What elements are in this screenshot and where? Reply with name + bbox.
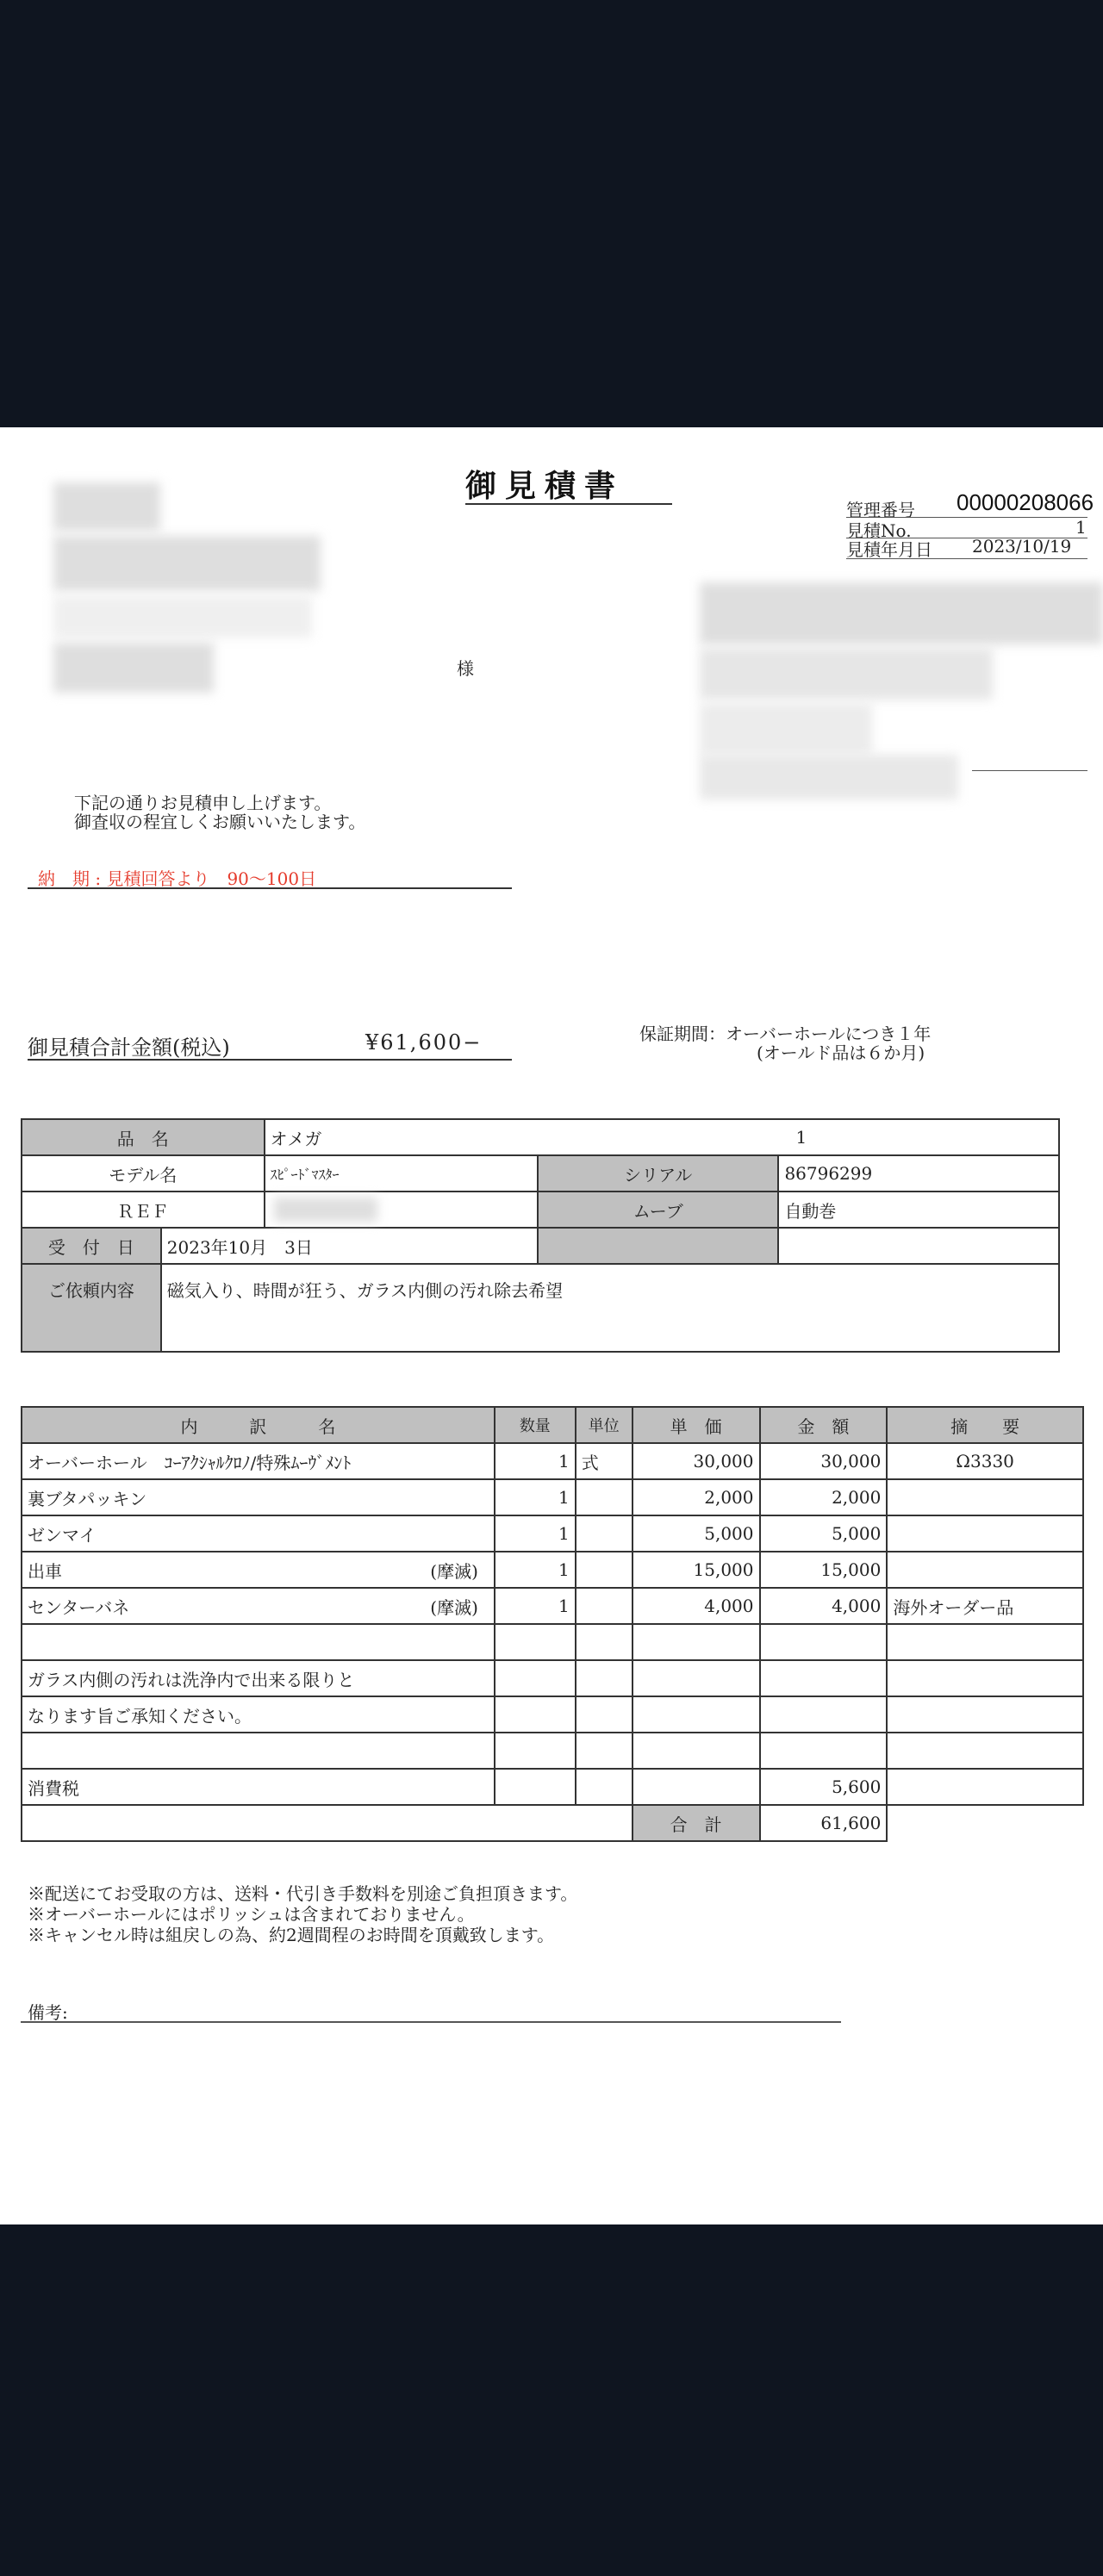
- item-name-text: ガラス内側の汚れは洗浄内で出来る限りと: [28, 1669, 355, 1690]
- note-line: ※キャンセル時は組戻しの為、約2週間程のお時間を頂戴致します。: [28, 1925, 555, 1945]
- customer-suffix: 様: [457, 658, 474, 679]
- item-price: [633, 1696, 760, 1733]
- item-amount: [760, 1624, 888, 1660]
- info-row: [22, 1155, 1059, 1192]
- info-row: [22, 1228, 1059, 1264]
- item-name-text: なります旨ご承知ください。: [28, 1705, 252, 1727]
- estimate-date: 2023/10/19: [972, 536, 1072, 557]
- item-row: [22, 1479, 1083, 1515]
- movement-label: ムーブ: [538, 1192, 778, 1228]
- item-unit: [576, 1733, 633, 1769]
- item-unit: [576, 1696, 633, 1733]
- delivery-period: 納 期 : 見積回答より 90〜100日: [38, 868, 317, 889]
- serial-label: シリアル: [538, 1155, 778, 1192]
- item-sub-text: (摩滅): [430, 1596, 478, 1618]
- item-name: [22, 1696, 495, 1733]
- item-unit: [576, 1588, 633, 1624]
- item-price: [633, 1660, 760, 1696]
- delivery-underline: [28, 887, 512, 889]
- item-qty: [495, 1696, 576, 1733]
- item-amount: 30,000: [760, 1443, 888, 1479]
- intro-text: 御査収の程宜しくお願いいたします。: [74, 812, 366, 832]
- received-value: 2023年10月 3日: [161, 1228, 538, 1264]
- item-note: [887, 1624, 1083, 1660]
- item-amount: [760, 1696, 888, 1733]
- total-underline: [28, 1059, 512, 1061]
- redacted-company: [700, 755, 958, 800]
- item-note: [887, 1733, 1083, 1769]
- intro-text: 下記の通りお見積申し上げます。: [74, 793, 332, 813]
- item-amount: [760, 1733, 888, 1769]
- item-name-text: オーバーホール ｺｰｱｸｼｬﾙｸﾛﾉ/特殊ﾑｰｳﾞﾒﾝﾄ: [28, 1452, 352, 1473]
- item-name: [22, 1443, 495, 1479]
- mgmt-number: 00000208066: [957, 489, 1094, 515]
- item-row: [22, 1588, 1083, 1624]
- item-name: [22, 1769, 495, 1805]
- info-row: [22, 1192, 1059, 1228]
- item-amount: [760, 1660, 888, 1696]
- header-unit: 単位: [576, 1407, 633, 1443]
- redacted-customer: [53, 482, 160, 531]
- header-qty: 数量: [495, 1407, 576, 1443]
- item-price: 5,000: [633, 1515, 760, 1552]
- item-note: [887, 1515, 1083, 1552]
- item-qty: [495, 1733, 576, 1769]
- mgmt-label: 管理番号: [846, 500, 915, 520]
- header-note: 摘 要: [887, 1407, 1083, 1443]
- item-qty: 1: [495, 1443, 576, 1479]
- item-price: 4,000: [633, 1588, 760, 1624]
- sum-row: [22, 1805, 1083, 1841]
- item-name: [22, 1733, 495, 1769]
- item-unit: [576, 1552, 633, 1588]
- info-row: [22, 1119, 1059, 1155]
- redacted-customer: [53, 536, 321, 591]
- item-unit: [576, 1769, 633, 1805]
- ref-label: ＲＥＦ: [22, 1192, 265, 1228]
- item-row: [22, 1769, 1083, 1805]
- item-price: [633, 1769, 760, 1805]
- item-qty: [495, 1769, 576, 1805]
- item-note: [887, 1769, 1083, 1805]
- date-label: 見積年月日: [846, 539, 932, 560]
- note-line: ※オーバーホールにはポリッシュは含まれておりません。: [28, 1904, 475, 1925]
- model-label: モデル名: [22, 1155, 265, 1192]
- estimate-document: [0, 427, 1103, 2224]
- redacted-company: [700, 582, 1103, 644]
- item-note: 海外オーダー品: [887, 1588, 1083, 1624]
- note-line: ※配送にてお受取の方は、送料・代引き手数料を別途ご負担頂きます。: [28, 1883, 578, 1904]
- item-qty: 1: [495, 1479, 576, 1515]
- meta-divider: [846, 558, 1087, 559]
- request-value: 磁気入り、時間が狂う、ガラス内側の汚れ除去希望: [161, 1264, 1059, 1352]
- item-name-text: 消費税: [28, 1777, 79, 1799]
- item-row: [22, 1515, 1083, 1552]
- item-name: [22, 1660, 495, 1696]
- empty-cell: [538, 1228, 778, 1264]
- ref-value: [265, 1192, 538, 1228]
- estimate-no-label: 見積No.: [846, 520, 912, 541]
- redacted-company: [700, 703, 872, 755]
- redacted-ref: [274, 1198, 377, 1222]
- item-row: [22, 1624, 1083, 1660]
- item-unit: [576, 1660, 633, 1696]
- redacted-customer: [53, 643, 214, 693]
- items-table: [21, 1406, 1084, 1842]
- product-label: 品 名: [22, 1119, 265, 1155]
- company-underline: [972, 770, 1087, 771]
- remarks-underline: [21, 2021, 841, 2023]
- item-row: [22, 1733, 1083, 1769]
- item-row: [22, 1443, 1083, 1479]
- item-amount: 5,600: [760, 1769, 888, 1805]
- redacted-company: [700, 648, 993, 700]
- item-name: [22, 1588, 495, 1624]
- remarks-label: 備考:: [28, 2002, 68, 2023]
- notes: [28, 1883, 577, 1945]
- item-note: [887, 1552, 1083, 1588]
- item-note: [887, 1479, 1083, 1515]
- product-qty: 1: [778, 1119, 1059, 1155]
- item-amount: 4,000: [760, 1588, 888, 1624]
- document-title: 御見積書: [465, 468, 625, 504]
- serial-value: 86796299: [778, 1155, 1059, 1192]
- item-sub-text: (摩滅): [430, 1560, 478, 1582]
- received-label: 受 付 日: [22, 1228, 161, 1264]
- item-amount: 15,000: [760, 1552, 888, 1588]
- empty-cell: [22, 1805, 633, 1841]
- empty-cell: [778, 1228, 1059, 1264]
- item-price: [633, 1624, 760, 1660]
- estimate-no: 1: [1075, 517, 1087, 538]
- item-qty: [495, 1660, 576, 1696]
- item-name-text: 裏ブタパッキン: [28, 1488, 147, 1509]
- total-label: 御見積合計金額(税込): [28, 1036, 230, 1060]
- item-unit: 式: [576, 1443, 633, 1479]
- item-unit: [576, 1624, 633, 1660]
- info-table: [21, 1118, 1060, 1353]
- item-name-text: ゼンマイ: [28, 1524, 97, 1546]
- header-price: 単 価: [633, 1407, 760, 1443]
- item-qty: 1: [495, 1588, 576, 1624]
- item-unit: [576, 1479, 633, 1515]
- item-amount: 2,000: [760, 1479, 888, 1515]
- model-value: ｽﾋﾟｰﾄﾞﾏｽﾀｰ: [265, 1155, 538, 1192]
- item-price: [633, 1733, 760, 1769]
- item-name-text: 出車: [28, 1560, 62, 1582]
- redacted-customer: [53, 596, 312, 638]
- item-qty: 1: [495, 1552, 576, 1588]
- total-amount: ¥61,600−: [365, 1030, 483, 1055]
- item-qty: 1: [495, 1515, 576, 1552]
- item-amount: 5,000: [760, 1515, 888, 1552]
- item-name-text: センターバネ: [28, 1596, 130, 1618]
- product-value: オメガ: [265, 1119, 779, 1155]
- header-amount: 金 額: [760, 1407, 888, 1443]
- item-note: [887, 1696, 1083, 1733]
- item-price: 15,000: [633, 1552, 760, 1588]
- empty-cell: [887, 1805, 1083, 1841]
- header-name: 内 訳 名: [22, 1407, 495, 1443]
- item-row: [22, 1696, 1083, 1733]
- item-row: [22, 1552, 1083, 1588]
- sum-label: 合 計: [633, 1805, 760, 1841]
- item-note: [887, 1660, 1083, 1696]
- title-underline: [465, 503, 672, 505]
- warranty-text: (オールド品は６か月): [757, 1042, 925, 1063]
- request-label: ご依頼内容: [22, 1264, 161, 1352]
- item-qty: [495, 1624, 576, 1660]
- movement-value: 自動巻: [778, 1192, 1059, 1228]
- item-price: 30,000: [633, 1443, 760, 1479]
- info-row: [22, 1264, 1059, 1352]
- item-name: [22, 1515, 495, 1552]
- sum-value: 61,600: [760, 1805, 888, 1841]
- items-header-row: [22, 1407, 1083, 1443]
- item-name: [22, 1479, 495, 1515]
- item-price: 2,000: [633, 1479, 760, 1515]
- item-note: Ω3330: [887, 1443, 1083, 1479]
- item-unit: [576, 1515, 633, 1552]
- warranty-text: 保証期間：オーバーホールにつき１年: [639, 1024, 932, 1044]
- item-row: [22, 1660, 1083, 1696]
- item-name: [22, 1552, 495, 1588]
- item-name: [22, 1624, 495, 1660]
